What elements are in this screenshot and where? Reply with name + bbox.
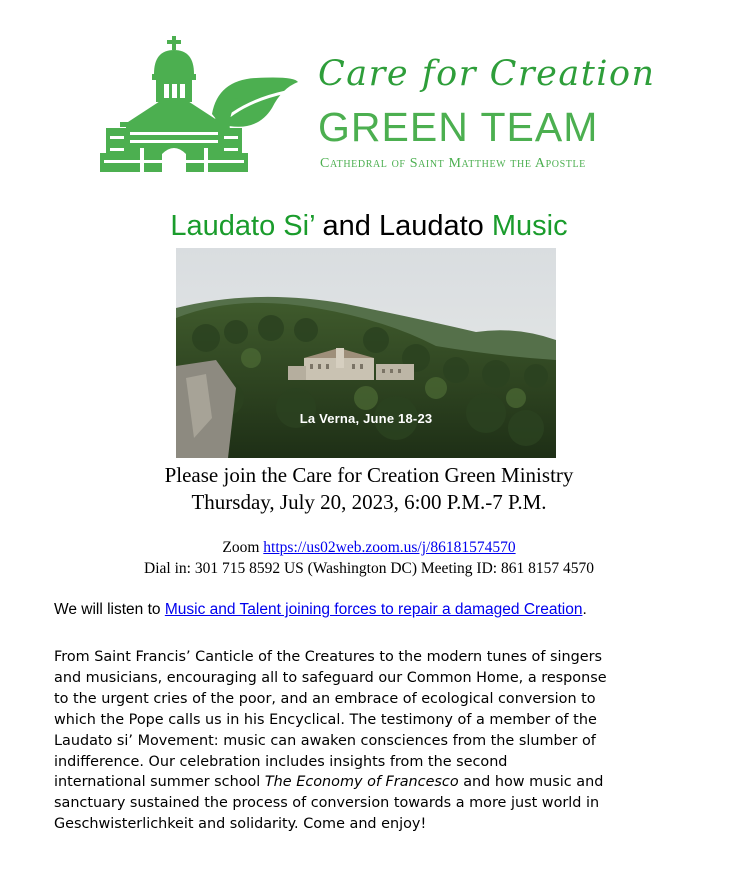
title-part-laudato-si: Laudato Si’ xyxy=(170,210,315,242)
body-line-3: to the urgent cries of the poor, and an embrace of ecological conversion to xyxy=(54,690,596,707)
title-part-music: Music xyxy=(491,210,568,242)
body-line-6: indifference. Our celebration includes insights from the second xyxy=(54,753,508,770)
photo-caption: La Verna, June 18-23 xyxy=(299,411,433,426)
body-line-2: and musicians, encouraging all to safeguard our Common Home, a response xyxy=(54,669,607,686)
la-verna-photo xyxy=(176,248,556,458)
logo xyxy=(100,36,656,176)
invitation-date-time: Thursday, July 20, 2023, 6:00 P.M.-7 P.M. xyxy=(191,490,547,514)
zoom-link[interactable]: https://us02web.zoom.us/j/86181574570 xyxy=(263,539,516,556)
intro-paragraph xyxy=(54,600,694,620)
music-and-talent-link[interactable]: Music and Talent joining forces to repair a damaged Creation xyxy=(164,601,583,618)
invitation xyxy=(0,462,738,516)
body-line-7 xyxy=(54,772,734,793)
zoom-line xyxy=(0,537,738,558)
body-line-1: From Saint Francis’ Canticle of the Creatures to the modern tunes of singers xyxy=(54,649,603,665)
body-line-8: sanctuary sustained the process of conversion towards a more just world in xyxy=(54,795,600,812)
brand-sub-line: Cathedral of Saint Matthew the Apostle xyxy=(320,156,586,171)
brand-main-line: GREEN TEAM xyxy=(318,104,599,150)
dial-in-line: Dial in: 301 715 8592 US (Washington DC) Meeting ID: 861 8157 4570 xyxy=(144,560,594,577)
description-paragraph xyxy=(54,647,734,835)
body-line-4: which the Pope calls us in his Encyclical. The testimony of a member of the xyxy=(54,711,597,728)
intro-trail: . xyxy=(582,601,587,618)
intro-lead: We will listen to xyxy=(54,601,165,618)
event-title xyxy=(0,210,738,243)
brand-script-line: Care for Creation xyxy=(318,54,656,94)
body-line-5: Laudato si’ Movement: music can awaken consciences from the slumber of xyxy=(54,732,596,749)
body-line-7-end: and how music and xyxy=(458,774,604,791)
church-icon xyxy=(100,36,300,176)
body-line-7-start: international summer school xyxy=(54,774,265,791)
body-line-9: Geschwisterlichkeit and solidarity. Come and enjoy! xyxy=(54,816,427,833)
zoom-info xyxy=(0,537,738,579)
zoom-label: Zoom xyxy=(222,539,264,556)
economy-of-francesco-title: The Economy of Francesco xyxy=(264,774,459,791)
title-part-and: and Laudato xyxy=(314,210,492,242)
leaf-icon xyxy=(212,78,298,133)
landscape-image xyxy=(176,248,556,458)
invitation-line-1: Please join the Care for Creation Green Ministry xyxy=(164,463,574,487)
